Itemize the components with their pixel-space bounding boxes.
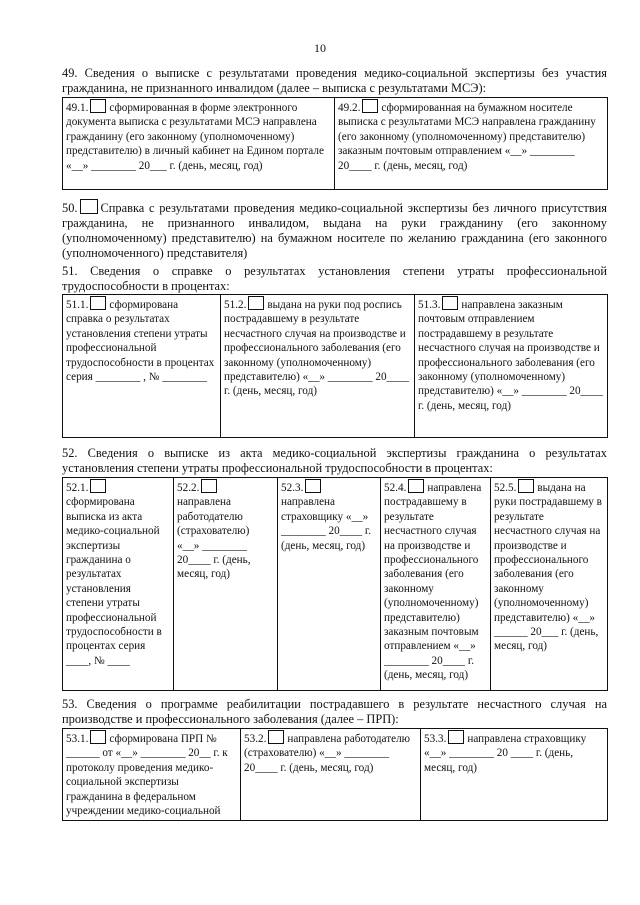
- item-text: сформирована ПРП № ______ от «__» ________ 20__ г. к протоколу проведения медико-социальной экспертизы гражданина в федеральном учреждении медико-социальной: [66, 733, 228, 818]
- item-number: 49.2.: [338, 102, 361, 114]
- checkbox-49-1[interactable]: [90, 99, 106, 113]
- checkbox-49-2[interactable]: [362, 99, 378, 113]
- section-51-table: [62, 294, 608, 438]
- item-number: 53.2.: [244, 733, 267, 745]
- item-number: 52.4.: [384, 482, 407, 494]
- item-number: 51.1.: [66, 299, 89, 311]
- item-text: направлена заказным почтовым отправлением пострадавшему в результате несчастного случая на производстве и профессионального заболевания (его законному (уполномоченному) представителю) «__» ________ 20____ г. (день, месяц, год): [418, 299, 603, 412]
- section-49-heading: 49. Сведения о выписке с результатами проведения медико-социальной экспертизы без участия гражданина, не признанного инвалидом (далее – выписка с результатами МСЭ):: [62, 66, 607, 95]
- checkbox-51-3[interactable]: [442, 296, 458, 310]
- item-text: направлена работодателю (страхователю) «__» ________ 20____ г. (день, месяц, год): [177, 496, 251, 581]
- checkbox-52-5[interactable]: [518, 479, 534, 493]
- cell-51-2: [221, 295, 415, 438]
- item-number: 53.1.: [66, 733, 89, 745]
- checkbox-52-1[interactable]: [90, 479, 106, 493]
- section-50: [62, 199, 607, 261]
- cell-52-3: [278, 478, 381, 691]
- section-51-heading: 51. Сведения о справке о результатах установления степени утраты профессиональной трудоспособности в процентах:: [62, 264, 607, 293]
- item-text: сформированная в форме электронного документа выписка с результатами МСЭ направлена гражданину (его законному (уполномоченному) представителю) в личный кабинет на Едином портале «__» ________ 20___ г. (день, месяц, год): [66, 102, 324, 172]
- cell-53-2: [241, 729, 421, 821]
- checkbox-52-2[interactable]: [201, 479, 217, 493]
- cell-49-2: [335, 98, 608, 190]
- checkbox-52-4[interactable]: [408, 479, 424, 493]
- cell-52-1: [63, 478, 174, 691]
- checkbox-51-1[interactable]: [90, 296, 106, 310]
- checkbox-53-2[interactable]: [268, 730, 284, 744]
- cell-52-4: [381, 478, 491, 691]
- page-number: 10: [314, 41, 326, 55]
- item-text: выдана на руки пострадавшему в результате несчастного случая на производстве и профессионального заболевания (его законному (уполномоченному) представителю) «__» ______ 20___ г. (день, месяц, год): [494, 482, 602, 653]
- section-53-table: [62, 728, 608, 821]
- item-number: 52.1.: [66, 482, 89, 494]
- checkbox-52-3[interactable]: [305, 479, 321, 493]
- checkbox-50[interactable]: [80, 199, 98, 214]
- cell-52-5: [491, 478, 608, 691]
- item-text: сформирована справка о результатах установления степени утраты профессиональной трудоспособности в процентах серия ________ , № ________: [66, 299, 215, 384]
- item-number: 51.3.: [418, 299, 441, 311]
- checkbox-53-3[interactable]: [448, 730, 464, 744]
- item-number: 53.3.: [424, 733, 447, 745]
- item-text: направлена страховщику «__» ________ 20 ____ г. (день, месяц, год): [424, 733, 587, 774]
- cell-53-3: [421, 729, 608, 821]
- section-49-table: [62, 97, 608, 190]
- item-number: 52.5.: [494, 482, 517, 494]
- item-text: направлена страховщику «__» ________ 20____ г. (день, месяц, год): [281, 496, 372, 552]
- cell-52-2: [174, 478, 278, 691]
- checkbox-53-1[interactable]: [90, 730, 106, 744]
- section-53-heading: 53. Сведения о программе реабилитации пострадавшего в результате несчастного случая на производстве и профессионального заболевания (далее – ПРП):: [62, 697, 607, 726]
- item-text: сформированная на бумажном носителе выписка с результатами МСЭ направлена гражданину (его законному (уполномоченному) представителю) заказным почтовым отправлением «__» ________ 20____ г. (день, месяц, год): [338, 102, 596, 172]
- item-text: Справка с результатами проведения медико-социальной экспертизы без личного присутствия гражданина, не признанного инвалидом, выдана на руки гражданину (его законному (уполномоченному) представителю) на бумажном носителе по желанию гражданина (его законного (уполномоченного) представителя): [62, 201, 607, 260]
- cell-51-1: [63, 295, 221, 438]
- item-number: 49.1.: [66, 102, 89, 114]
- cell-49-1: [63, 98, 335, 190]
- cell-51-3: [415, 295, 608, 438]
- item-text: направлена работодателю (страхователю) «__» ________ 20____ г. (день, месяц, год): [244, 733, 411, 774]
- section-52-table: [62, 477, 608, 691]
- item-number: 52.2.: [177, 482, 200, 494]
- item-text: сформирована выписка из акта медико-социальной экспертизы гражданина о результатах установления степени утраты профессиональной трудоспособности в процентах серия ____, № ____: [66, 496, 162, 667]
- checkbox-51-2[interactable]: [248, 296, 264, 310]
- item-number: 52.3.: [281, 482, 304, 494]
- item-number: 51.2.: [224, 299, 247, 311]
- item-text: направлена пострадавшему в результате несчастного случая на производстве и профессионального заболевания (его законному (уполномоченному) представителю) заказным почтовым отправлением «__» ________ 20____ г. (день, месяц, год): [384, 482, 482, 682]
- section-52-heading: 52. Сведения о выписке из акта медико-социальной экспертизы гражданина о результатах установления степени утраты профессиональной трудоспособности в процентах:: [62, 446, 607, 475]
- cell-53-1: [63, 729, 241, 821]
- item-number: 50.: [62, 201, 78, 215]
- item-text: выдана на руки под роспись пострадавшему в результате несчастного случая на производстве и профессионального заболевания (его законному (уполномоченному) представителю) «__» ________ 20____ г. (день, месяц, год): [224, 299, 409, 398]
